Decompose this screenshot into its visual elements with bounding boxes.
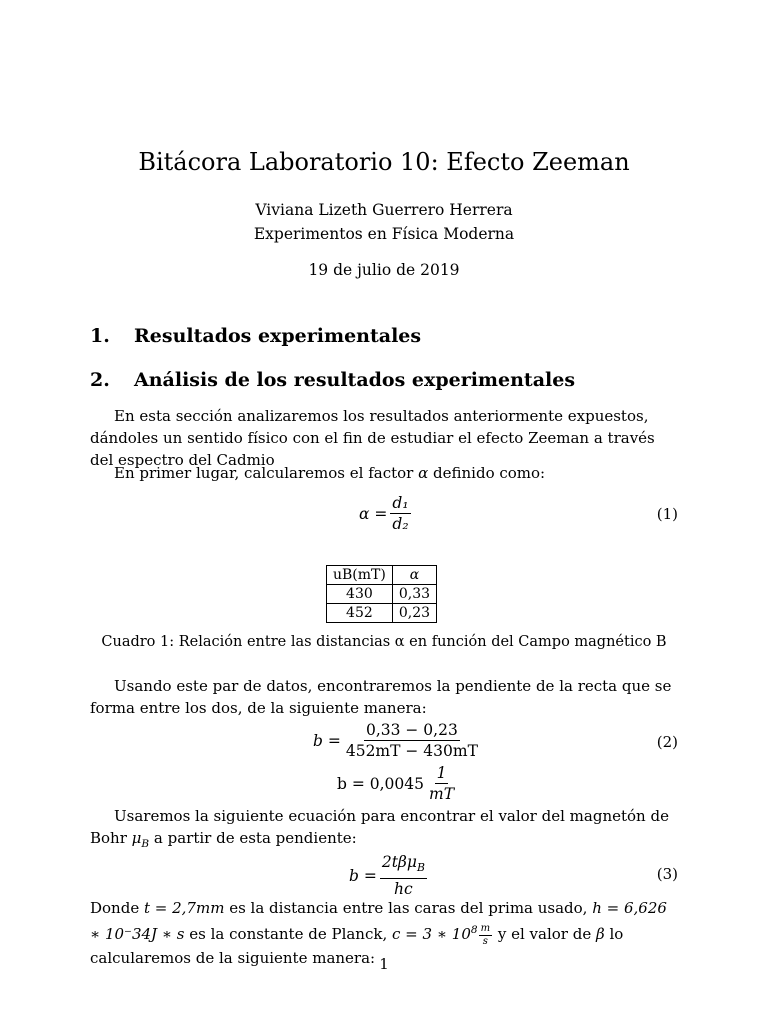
equation-2b: b = 0,0045 $\frac{1}{mT}$ <box>337 764 455 803</box>
equation-number-3: (3) <box>656 865 678 883</box>
table-cell: 430 <box>327 585 393 604</box>
paragraph-intro: En esta sección analizaremos los resultados anteriormente expuestos, dándoles un sentido físico con el fin de estudiar el efecto Zeeman a través del espectro del Cadmio <box>90 407 655 469</box>
section-title: Análisis de los resultados experimentales <box>134 369 576 391</box>
section-heading-2 <box>90 369 575 391</box>
table-row <box>327 604 437 623</box>
author: Viviana Lizeth Guerrero Herrera <box>255 201 513 219</box>
section-number: 1. <box>90 325 110 347</box>
fraction: $\frac{2t\beta\mu_B}{hc}$ <box>381 853 425 899</box>
c-expression: c = 3 ∗ $10^8$ $\frac{m}{s}$ <box>392 922 491 947</box>
alpha-symbol: α <box>418 464 429 482</box>
table-header: uB(mT) <box>327 566 393 585</box>
fraction: $\frac{1}{mT}$ <box>429 764 455 803</box>
equation-2: b = $\frac{0,33 - 0,23}{452mT - 430mT}$ <box>313 721 478 760</box>
data-table <box>326 565 437 623</box>
section-heading-1 <box>90 325 421 347</box>
table-cell: 452 <box>327 604 393 623</box>
paper-title: Bitácora Laboratorio 10: Efecto Zeeman <box>138 148 630 176</box>
table-header: α <box>392 566 436 585</box>
table-cell: 0,33 <box>392 585 436 604</box>
fraction: $\frac{0,33 - 0,23}{452mT - 430mT}$ <box>345 721 478 760</box>
course: Experimentos en Física Moderna <box>253 225 515 243</box>
mu-b-symbol: $\mu_B$ <box>131 829 150 850</box>
equation-1: α = $\frac{\text{d₁}}{\text{d₂}}$ <box>359 494 409 533</box>
table-cell: 0,23 <box>392 604 436 623</box>
section-title: Resultados experimentales <box>134 325 422 347</box>
equation-number-1: (1) <box>656 505 678 523</box>
section-number: 2. <box>90 369 110 391</box>
date: 19 de julio de 2019 <box>308 261 460 279</box>
table-header-row <box>327 566 437 585</box>
table-row <box>327 585 437 604</box>
paragraph-alpha-def: En primer lugar, calcularemos el factor α definido como: <box>114 464 546 482</box>
equation-3: b = $\frac{2t\beta\mu_B}{hc}$ <box>349 853 425 899</box>
page-number: 1 <box>379 955 389 973</box>
equation-number-2: (2) <box>656 733 678 751</box>
paragraph-slope: Usando este par de datos, encontraremos la pendiente de la recta que se forma entre los dos, de la siguiente manera: <box>90 677 672 717</box>
paragraph-bohr: Usaremos la siguiente ecuación para encontrar el valor del magnetón de Bohr $\mu_B$ a partir de esta pendiente: <box>90 807 669 850</box>
paragraph-constants: Donde t = 2,7mm es la distancia entre las caras del prima usado, h = 6,626 ∗ 10⁻34J ∗ s es la constante de Planck, c = 3 ∗ $10^8$ $\frac{m}{s}$ y el valor de β lo calcularemos de la siguiente manera: <box>90 899 667 967</box>
table-caption: Cuadro 1: Relación entre las distancias α en función del Campo magnético B <box>101 634 667 650</box>
fraction: $\frac{\text{d₁}}{\text{d₂}}$ <box>392 494 409 533</box>
